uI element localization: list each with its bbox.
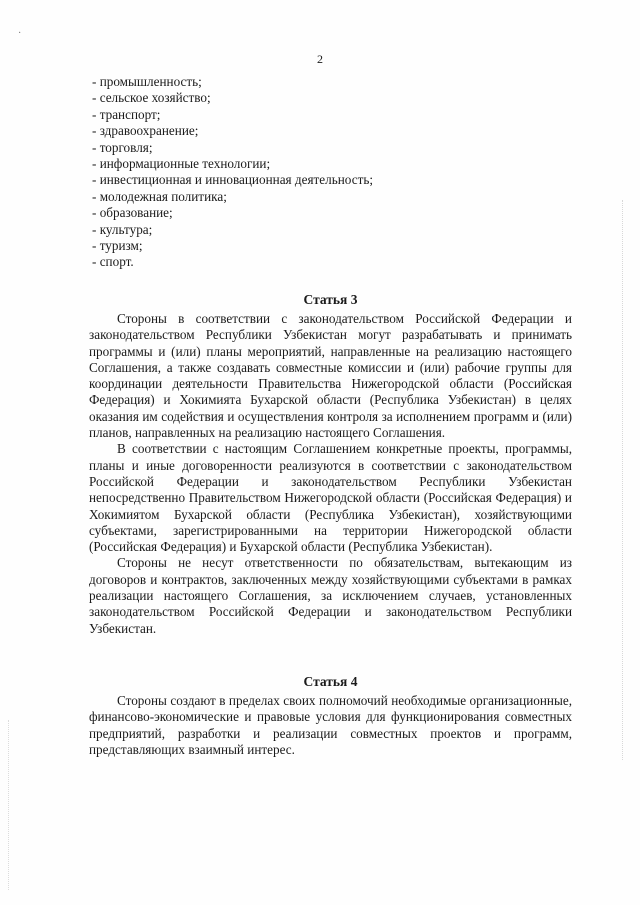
article-4-section	[89, 674, 572, 758]
scan-edge-mark: ·	[18, 28, 22, 39]
list-item: - здравоохранение;	[92, 123, 199, 139]
list-item: - молодежная политика;	[92, 188, 227, 204]
list-item: - торговля;	[92, 139, 153, 155]
list-item: - культура;	[92, 221, 153, 237]
article-3-paragraph: Стороны в соответствии с законодательством Российской Федерации и законодательством Республики Узбекистан могут разрабатывать и принимать программы и (или) планы мероприятий, направленные на реализацию настоящего Соглашения, а также создавать совместные комиссии и (или) рабочие группы для координации деятельности Правительства Нижегородской области (Российская Федерация) и Хокимията Бухарской области (Республика Узбекистан) в целях оказания им содействия и осуществления контроля за исполнением программ и (или) планов, направленных на реализацию настоящего Соглашения.	[89, 311, 572, 441]
page-number: 2	[317, 52, 323, 66]
scan-edge-line-right	[622, 200, 624, 760]
list-item: - спорт.	[92, 254, 134, 270]
list-item: - транспорт;	[92, 106, 161, 122]
article-3-paragraph: В соответствии с настоящим Соглашением конкретные проекты, программы, планы и иные договоренности реализуются в соответствии с законодательством Российской Федерации и законодательством Республики Узбекистан непосредственно Правительством Нижегородской области (Российская Федерация) и Хокимиятом Бухарской области (Республика Узбекистан), хозяйствующими субъектами, зарегистрированными на территории Нижегородской области (Российская Федерация) и Бухарской области (Республика Узбекистан).	[89, 441, 572, 555]
list-item: - промышленность;	[92, 74, 202, 89]
scan-edge-line-left	[8, 720, 10, 890]
article-3-paragraph: Стороны не несут ответственности по обязательствам, вытекающим из договоров и контрактов, заключенных между хозяйствующими субъектами в рамках реализации настоящего Соглашения, за исключением случаев, установленных законодательством Российской Федерации и законодательством Республики Узбекистан.	[89, 555, 572, 636]
article-4-paragraph: Стороны создают в пределах своих полномочий необходимые организационные, финансово-экономические и правовые условия для функционирования совместных предприятий, разработки и реализации совместных проектов и программ, представляющих взаимный интерес.	[89, 693, 572, 757]
article-4-heading: Статья 4	[303, 674, 358, 689]
activity-areas-list	[92, 74, 572, 271]
list-item: - инвестиционная и инновационная деятельность;	[92, 172, 374, 188]
list-item: - туризм;	[92, 238, 143, 254]
list-item: - образование;	[92, 205, 173, 221]
article-3-section	[89, 292, 572, 637]
list-item: - информационные технологии;	[92, 156, 271, 172]
article-3-heading: Статья 3	[303, 292, 358, 307]
list-item: - сельское хозяйство;	[92, 90, 211, 106]
